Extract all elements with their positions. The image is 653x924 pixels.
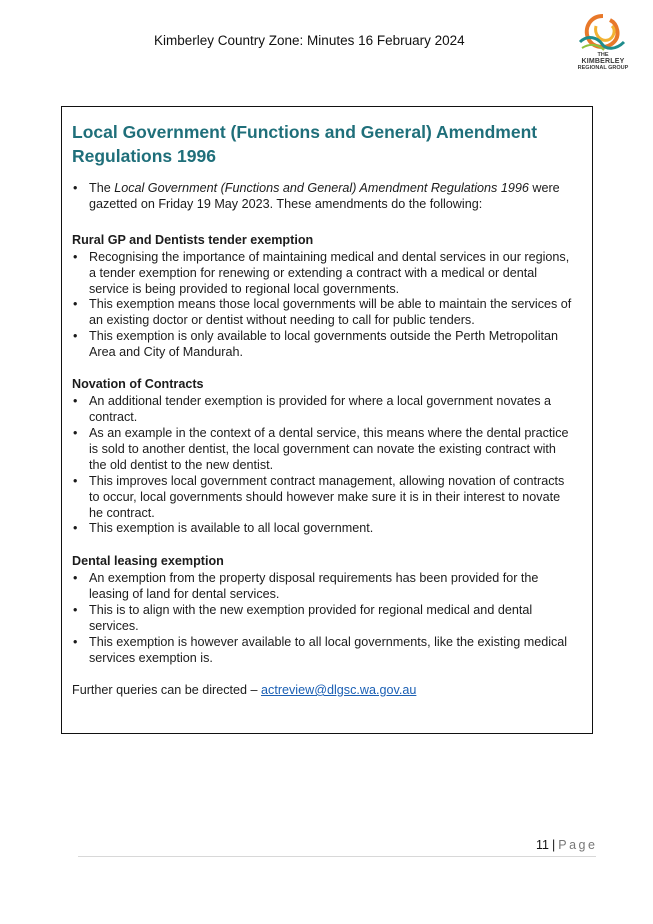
footer-divider — [78, 856, 596, 857]
section-heading: Novation of Contracts — [72, 377, 204, 391]
bullet-icon: • — [73, 181, 78, 195]
list-item: This improves local government contract management, allowing novation of contracts to occur, local governments should however make sure it is in their interest to novate he contract. — [89, 474, 565, 520]
list-item: As an example in the context of a dental service, this means where the dental practice is sold to another dentist, the local government can novate the existing contract with the old dentist to the new dentist. — [89, 426, 569, 472]
intro-prefix: The — [89, 181, 115, 195]
page-number — [536, 838, 597, 852]
bullet-icon: • — [73, 426, 78, 440]
document-title: Local Government (Functions and General) Amendment Regulations 1996 — [72, 122, 538, 166]
logo-line-1: THE — [597, 52, 609, 58]
list-item: Recognising the importance of maintaining medical and dental services in our regions, a tender exemption for renewing or extending a contract with a medical or dental service is being provided to regional local governments. — [89, 250, 570, 296]
page-header-title: Kimberley Country Zone: Minutes 16 February 2024 — [154, 33, 465, 48]
list-item: An additional tender exemption is provided for where a local government novates a contract. — [89, 394, 552, 424]
further-queries — [72, 683, 416, 699]
logo-line-2: KIMBERLEY — [581, 57, 625, 65]
section-heading: Dental leasing exemption — [72, 554, 224, 568]
bullet-icon: • — [73, 571, 78, 585]
intro-suffix: were gazetted on Friday 19 May 2023. These amendments do the following: — [89, 181, 560, 211]
bullet-icon: • — [73, 603, 78, 617]
email-link[interactable]: actreview@dlgsc.wa.gov.au — [261, 683, 417, 697]
list-item: An exemption from the property disposal requirements has been provided for the leasing of land for dental services. — [89, 571, 539, 601]
bullet-icon: • — [73, 250, 78, 264]
further-queries-label: Further queries can be directed – — [72, 683, 262, 697]
list-item: This is to align with the new exemption provided for regional medical and dental services. — [89, 603, 533, 633]
logo-text — [572, 52, 634, 72]
list-item: This exemption is only available to local governments outside the Perth Metropolitan Area and City of Mandurah. — [89, 329, 559, 359]
kimberley-logo-icon — [572, 12, 634, 82]
page-separator: | — [551, 838, 556, 852]
bullet-icon: • — [73, 394, 78, 408]
logo-line-3: REGIONAL GROUP — [577, 65, 629, 71]
list-item: This exemption means those local governments will be able to maintain the services of an existing doctor or dentist without needing to call for public tenders. — [89, 297, 572, 327]
section-heading: Rural GP and Dentists tender exemption — [72, 233, 314, 247]
bullet-icon: • — [73, 635, 78, 649]
intro-regulation-name: Local Government (Functions and General) Amendment Regulations 1996 — [114, 181, 529, 195]
bullet-icon: • — [73, 474, 78, 488]
bullet-icon: • — [73, 329, 78, 343]
page-number-value: 11 — [536, 838, 549, 852]
page-label: Page — [558, 838, 598, 852]
bullet-icon: • — [73, 297, 78, 311]
intro-paragraph — [89, 181, 573, 213]
bullet-icon: • — [73, 521, 78, 535]
list-item: This exemption is available to all local government. — [89, 521, 374, 535]
list-item: This exemption is however available to all local governments, like the existing medical services exemption is. — [89, 635, 568, 665]
